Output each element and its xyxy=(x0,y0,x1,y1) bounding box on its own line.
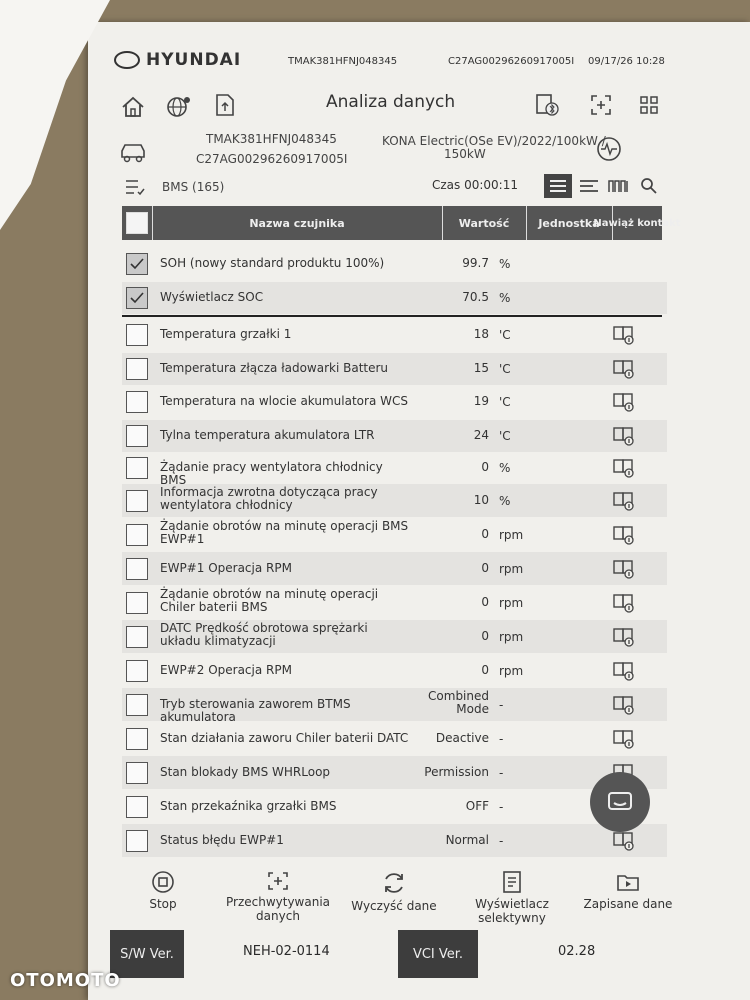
header-device-id: C27AG00296260917005I xyxy=(448,56,575,67)
checkmark-icon xyxy=(127,288,147,308)
sensor-row[interactable] xyxy=(122,484,667,517)
contact-info-icon[interactable] xyxy=(612,391,636,413)
row-checkbox[interactable] xyxy=(126,728,148,750)
contact-info-icon[interactable] xyxy=(612,490,636,512)
sensor-value: 18 xyxy=(473,327,489,341)
vci-bluetooth-icon[interactable] xyxy=(534,92,560,118)
sensor-value: Deactive xyxy=(435,730,489,745)
sensor-value: 0 xyxy=(481,628,489,643)
sensor-name: Temperatura na wlocie akumulatora WCS xyxy=(160,394,408,408)
hyundai-logo xyxy=(114,50,241,70)
brand-name: HYUNDAI xyxy=(146,50,242,70)
row-checkbox[interactable] xyxy=(126,558,148,580)
row-checkbox[interactable] xyxy=(126,524,148,546)
sensor-name: Status błędu EWP#1 xyxy=(160,832,284,847)
vci-version-value: 02.28 xyxy=(558,944,596,959)
row-checkbox[interactable] xyxy=(126,694,148,716)
stop-icon xyxy=(151,870,175,894)
row-checkbox[interactable] xyxy=(126,762,148,784)
sensor-name: Żądanie pracy wentylatora chłodnicy BMS xyxy=(160,459,383,487)
capture-screen-icon[interactable] xyxy=(588,92,614,118)
vehicle-power: 150kW xyxy=(444,147,486,161)
sensor-unit: % xyxy=(499,493,511,508)
sensor-unit: % xyxy=(499,460,511,475)
printout xyxy=(88,22,750,1000)
saved-data-button[interactable] xyxy=(578,870,678,911)
select-all-cell xyxy=(122,206,153,240)
sensor-unit: rpm xyxy=(499,663,524,678)
sensor-value: 99.7 xyxy=(462,256,489,270)
page-title: Analiza danych xyxy=(326,92,456,112)
checkmark-icon xyxy=(127,254,147,274)
sensor-row[interactable] xyxy=(122,790,667,823)
sensor-value: OFF xyxy=(465,798,489,813)
saved-folder-icon xyxy=(616,870,640,894)
sensor-value: Normal xyxy=(445,832,489,847)
row-checkbox[interactable] xyxy=(126,796,148,818)
capture-data-button[interactable] xyxy=(218,870,338,923)
sensor-row[interactable] xyxy=(122,420,667,452)
header-name[interactable]: Nazwa czujnika xyxy=(152,206,443,240)
header-vin: TMAK381HFNJ048345 xyxy=(288,56,398,67)
signal-check-icon[interactable] xyxy=(594,134,624,164)
list-check-icon xyxy=(122,174,148,200)
clear-data-button[interactable] xyxy=(344,870,444,913)
sensor-unit: - xyxy=(499,697,504,712)
sensor-unit: rpm xyxy=(499,527,524,542)
sensor-value: 0 xyxy=(481,526,489,541)
vehicle-vin: TMAK381HFNJ048345 xyxy=(206,132,337,146)
contact-info-icon[interactable] xyxy=(612,524,636,546)
sensor-row[interactable] xyxy=(122,353,667,385)
contact-info-icon[interactable] xyxy=(612,425,636,447)
table-header xyxy=(122,206,681,240)
graph-view-icon[interactable] xyxy=(606,173,632,199)
hyundai-emblem-icon xyxy=(114,51,140,69)
sensor-row[interactable] xyxy=(122,688,667,724)
sensor-name: SOH (nowy standard produktu 100%) xyxy=(160,256,385,270)
selective-display-button[interactable] xyxy=(462,870,562,925)
row-checkbox[interactable] xyxy=(126,660,148,682)
selective-list-icon xyxy=(500,870,524,894)
sensor-name: Temperatura złącza ładowarki Batteru xyxy=(160,361,389,375)
sensor-row[interactable] xyxy=(122,319,667,351)
row-checkbox[interactable] xyxy=(126,324,148,346)
sensor-value: 0 xyxy=(481,662,489,677)
globe-network-icon[interactable] xyxy=(166,94,192,120)
sensor-value: 19 xyxy=(473,394,489,408)
sensor-name: EWP#2 Operacja RPM xyxy=(160,662,292,677)
row-checkbox[interactable] xyxy=(126,425,148,447)
text-view-icon[interactable] xyxy=(576,173,602,199)
sensor-row[interactable] xyxy=(122,654,667,687)
sensor-row[interactable] xyxy=(122,452,667,487)
list-view-icon[interactable] xyxy=(544,174,572,198)
sensor-unit: 'C xyxy=(499,395,511,409)
sensor-unit: 'C xyxy=(499,429,511,443)
contact-info-icon[interactable] xyxy=(612,626,636,648)
pinned-separator xyxy=(122,315,662,317)
watermark: OTOMOTO xyxy=(10,970,121,991)
select-all-checkbox[interactable] xyxy=(126,212,148,234)
contact-info-icon[interactable] xyxy=(612,558,636,580)
sensor-value: Permission xyxy=(424,764,489,779)
row-checkbox[interactable] xyxy=(126,391,148,413)
sensor-value: 70.5 xyxy=(462,290,489,304)
vehicle-id: C27AG00296260917005I xyxy=(196,152,348,166)
clear-label: Wyczyść dane xyxy=(351,899,437,913)
sensor-name: Stan przekaźnika grzałki BMS xyxy=(160,798,337,813)
contact-info-icon[interactable] xyxy=(612,457,636,479)
sensor-name: DATC Prędkość obrotowa sprężarki układu klimatyzacji xyxy=(160,621,368,648)
sensor-unit: rpm xyxy=(499,595,524,610)
sensor-name: Wyświetlacz SOC xyxy=(160,290,264,304)
header-value[interactable]: Wartość xyxy=(442,206,527,240)
module-label: BMS (165) xyxy=(162,180,225,194)
sensor-name: Tryb sterowania zaworem BTMS akumulatora xyxy=(160,696,351,724)
grid-menu-icon[interactable] xyxy=(636,92,662,118)
sensor-name: Stan blokady BMS WHRLoop xyxy=(160,764,331,779)
sensor-row[interactable] xyxy=(122,824,667,857)
sensor-value: 15 xyxy=(473,361,489,375)
sensor-unit: % xyxy=(499,257,511,271)
document-upload-icon[interactable] xyxy=(212,92,238,118)
sensor-unit: 'C xyxy=(499,362,511,376)
sensor-name: Stan działania zaworu Chiler baterii DATC xyxy=(160,730,409,745)
contact-info-icon[interactable] xyxy=(612,660,636,682)
sensor-row[interactable] xyxy=(122,518,667,551)
sensor-unit: - xyxy=(499,731,504,746)
contact-info-icon[interactable] xyxy=(612,728,636,750)
sensor-unit: % xyxy=(499,291,511,305)
sensor-name: Tylna temperatura akumulatora LTR xyxy=(160,428,375,442)
sensor-name: Informacja zwrotna dotycząca pracy wentylatora chłodnicy xyxy=(160,485,378,512)
contact-info-icon[interactable] xyxy=(612,592,636,614)
sensor-value: Combined Mode xyxy=(428,689,489,716)
vehicle-model: KONA Electric(OSe EV)/2022/100kW / xyxy=(382,134,606,148)
sensor-row[interactable] xyxy=(122,722,667,755)
capture-icon xyxy=(266,870,290,892)
header-link[interactable]: Nawiąż kontakt xyxy=(593,217,681,229)
row-checkbox[interactable] xyxy=(126,358,148,380)
home-icon[interactable] xyxy=(120,94,146,120)
contact-info-icon[interactable] xyxy=(612,830,636,852)
row-checkbox[interactable] xyxy=(126,626,148,648)
capture-label-2: danych xyxy=(256,909,300,923)
chat-fab-button[interactable] xyxy=(590,772,650,832)
row-checkbox[interactable] xyxy=(126,830,148,852)
vehicle-icon xyxy=(118,138,148,168)
header-unit[interactable]: Jednostka xyxy=(526,206,613,240)
sensor-name: Żądanie obrotów na minutę operacji Chiler baterii BMS xyxy=(160,587,379,614)
sensor-name: Temperatura grzałki 1 xyxy=(160,327,292,341)
sensor-row[interactable] xyxy=(122,620,667,653)
stop-label: Stop xyxy=(149,897,177,911)
sensor-value: 10 xyxy=(473,492,489,507)
vci-version-label: VCI Ver. xyxy=(398,930,478,978)
contact-info-icon[interactable] xyxy=(612,358,636,380)
search-icon[interactable] xyxy=(636,173,662,199)
row-checkbox[interactable] xyxy=(126,253,148,275)
sensor-unit: - xyxy=(499,765,504,780)
sensor-row[interactable] xyxy=(122,552,667,585)
sensor-name: Żądanie obrotów na minutę operacji BMS EWP#1 xyxy=(160,519,409,546)
sensor-unit: - xyxy=(499,799,504,814)
sensor-unit: - xyxy=(499,833,504,848)
sensor-value: 0 xyxy=(481,594,489,609)
sw-version-label: S/W Ver. xyxy=(110,930,184,978)
row-checkbox[interactable] xyxy=(126,490,148,512)
row-checkbox[interactable] xyxy=(126,457,148,479)
selective-label-1: Wyświetlacz xyxy=(475,897,549,911)
saved-label: Zapisane dane xyxy=(583,897,673,911)
sensor-row[interactable] xyxy=(122,586,667,619)
elapsed-time: Czas 00:00:11 xyxy=(432,178,518,192)
message-icon xyxy=(607,791,633,813)
sensor-row[interactable] xyxy=(122,386,667,418)
sensor-unit: rpm xyxy=(499,629,524,644)
selective-label-2: selektywny xyxy=(478,911,546,925)
row-checkbox[interactable] xyxy=(126,592,148,614)
capture-label-1: Przechwytywania xyxy=(225,895,331,909)
row-checkbox[interactable] xyxy=(126,287,148,309)
stop-button[interactable] xyxy=(138,870,188,911)
pinned-sensor-row[interactable] xyxy=(122,248,667,280)
sensor-unit: 'C xyxy=(499,328,511,342)
pinned-sensor-row[interactable] xyxy=(122,282,667,314)
sensor-unit: rpm xyxy=(499,561,524,576)
sensor-value: 0 xyxy=(481,560,489,575)
contact-info-icon[interactable] xyxy=(612,694,636,716)
contact-info-icon[interactable] xyxy=(612,324,636,346)
refresh-icon xyxy=(381,870,407,896)
sw-version-value: NEH-02-0114 xyxy=(243,944,330,959)
sensor-name: EWP#1 Operacja RPM xyxy=(160,560,292,575)
sensor-value: 0 xyxy=(481,459,489,474)
sensor-row[interactable] xyxy=(122,756,667,789)
header-datetime: 09/17/26 10:28 xyxy=(588,56,665,67)
sensor-value: 24 xyxy=(473,428,489,442)
